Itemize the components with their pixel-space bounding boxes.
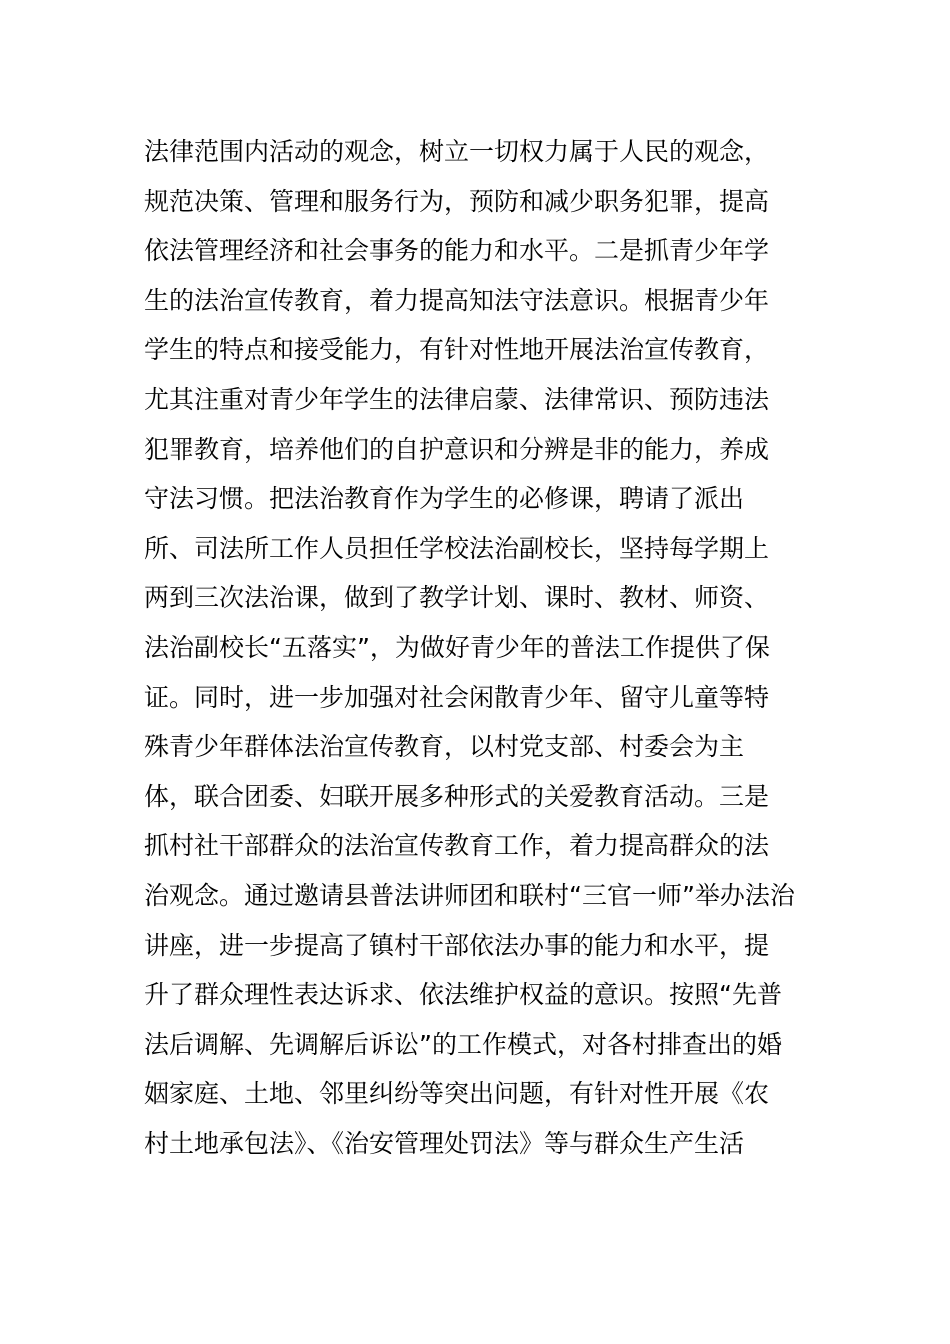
text-line: 生的法治宣传教育，着力提高知法守法意识。根据青少年 bbox=[144, 285, 770, 315]
text-line: 守法习惯。把法治教育作为学生的必修课，聘请了派出 bbox=[144, 484, 745, 514]
text-line: 法律范围内活动的观念，树立一切权力属于人民的观念， bbox=[144, 137, 770, 166]
body-text bbox=[144, 127, 824, 1168]
text-line: 证。同时，进一步加强对社会闲散青少年、留守儿童等特 bbox=[144, 682, 770, 712]
text-line: 犯罪教育，培养他们的自护意识和分辨是非的能力，养成 bbox=[144, 434, 770, 464]
text-line: 尤其注重对青少年学生的法律启蒙、法律常识、预防违法 bbox=[144, 384, 770, 414]
text-line: 殊青少年群体法治宣传教育，以村党支部、村委会为主 bbox=[144, 732, 745, 762]
text-line: 体，联合团委、妇联开展多种形式的关爱教育活动。三是 bbox=[144, 781, 770, 811]
text-line: 姻家庭、土地、邻里纠纷等突出问题，有针对性开展《农 bbox=[144, 1079, 770, 1109]
text-line: 依法管理经济和社会事务的能力和水平。二是抓青少年学 bbox=[144, 236, 770, 266]
text-line: 治观念。通过邀请县普法讲师团和联村“三官一师”举办法治 bbox=[144, 880, 795, 910]
text-line: 抓村社干部群众的法治宣传教育工作，着力提高群众的法 bbox=[144, 831, 770, 861]
text-line: 法治副校长“五落实”，为做好青少年的普法工作提供了保 bbox=[144, 632, 770, 662]
text-line: 法后调解、先调解后诉讼”的工作模式，对各村排查出的婚 bbox=[144, 1029, 782, 1059]
text-line: 两到三次法治课，做到了教学计划、课时、教材、师资、 bbox=[144, 583, 770, 613]
text-line: 规范决策、管理和服务行为，预防和减少职务犯罪，提高 bbox=[144, 186, 770, 216]
text-line: 村土地承包法》、《治安管理处罚法》等与群众生产生活 bbox=[144, 1128, 745, 1158]
text-line: 升了群众理性表达诉求、依法维护权益的意识。按照“先普 bbox=[144, 980, 782, 1010]
text-line: 学生的特点和接受能力，有针对性地开展法治宣传教育， bbox=[144, 335, 770, 365]
text-line: 讲座，进一步提高了镇村干部依法办事的能力和水平，提 bbox=[144, 930, 770, 960]
text-line: 所、司法所工作人员担任学校法治副校长，坚持每学期上 bbox=[144, 533, 770, 563]
